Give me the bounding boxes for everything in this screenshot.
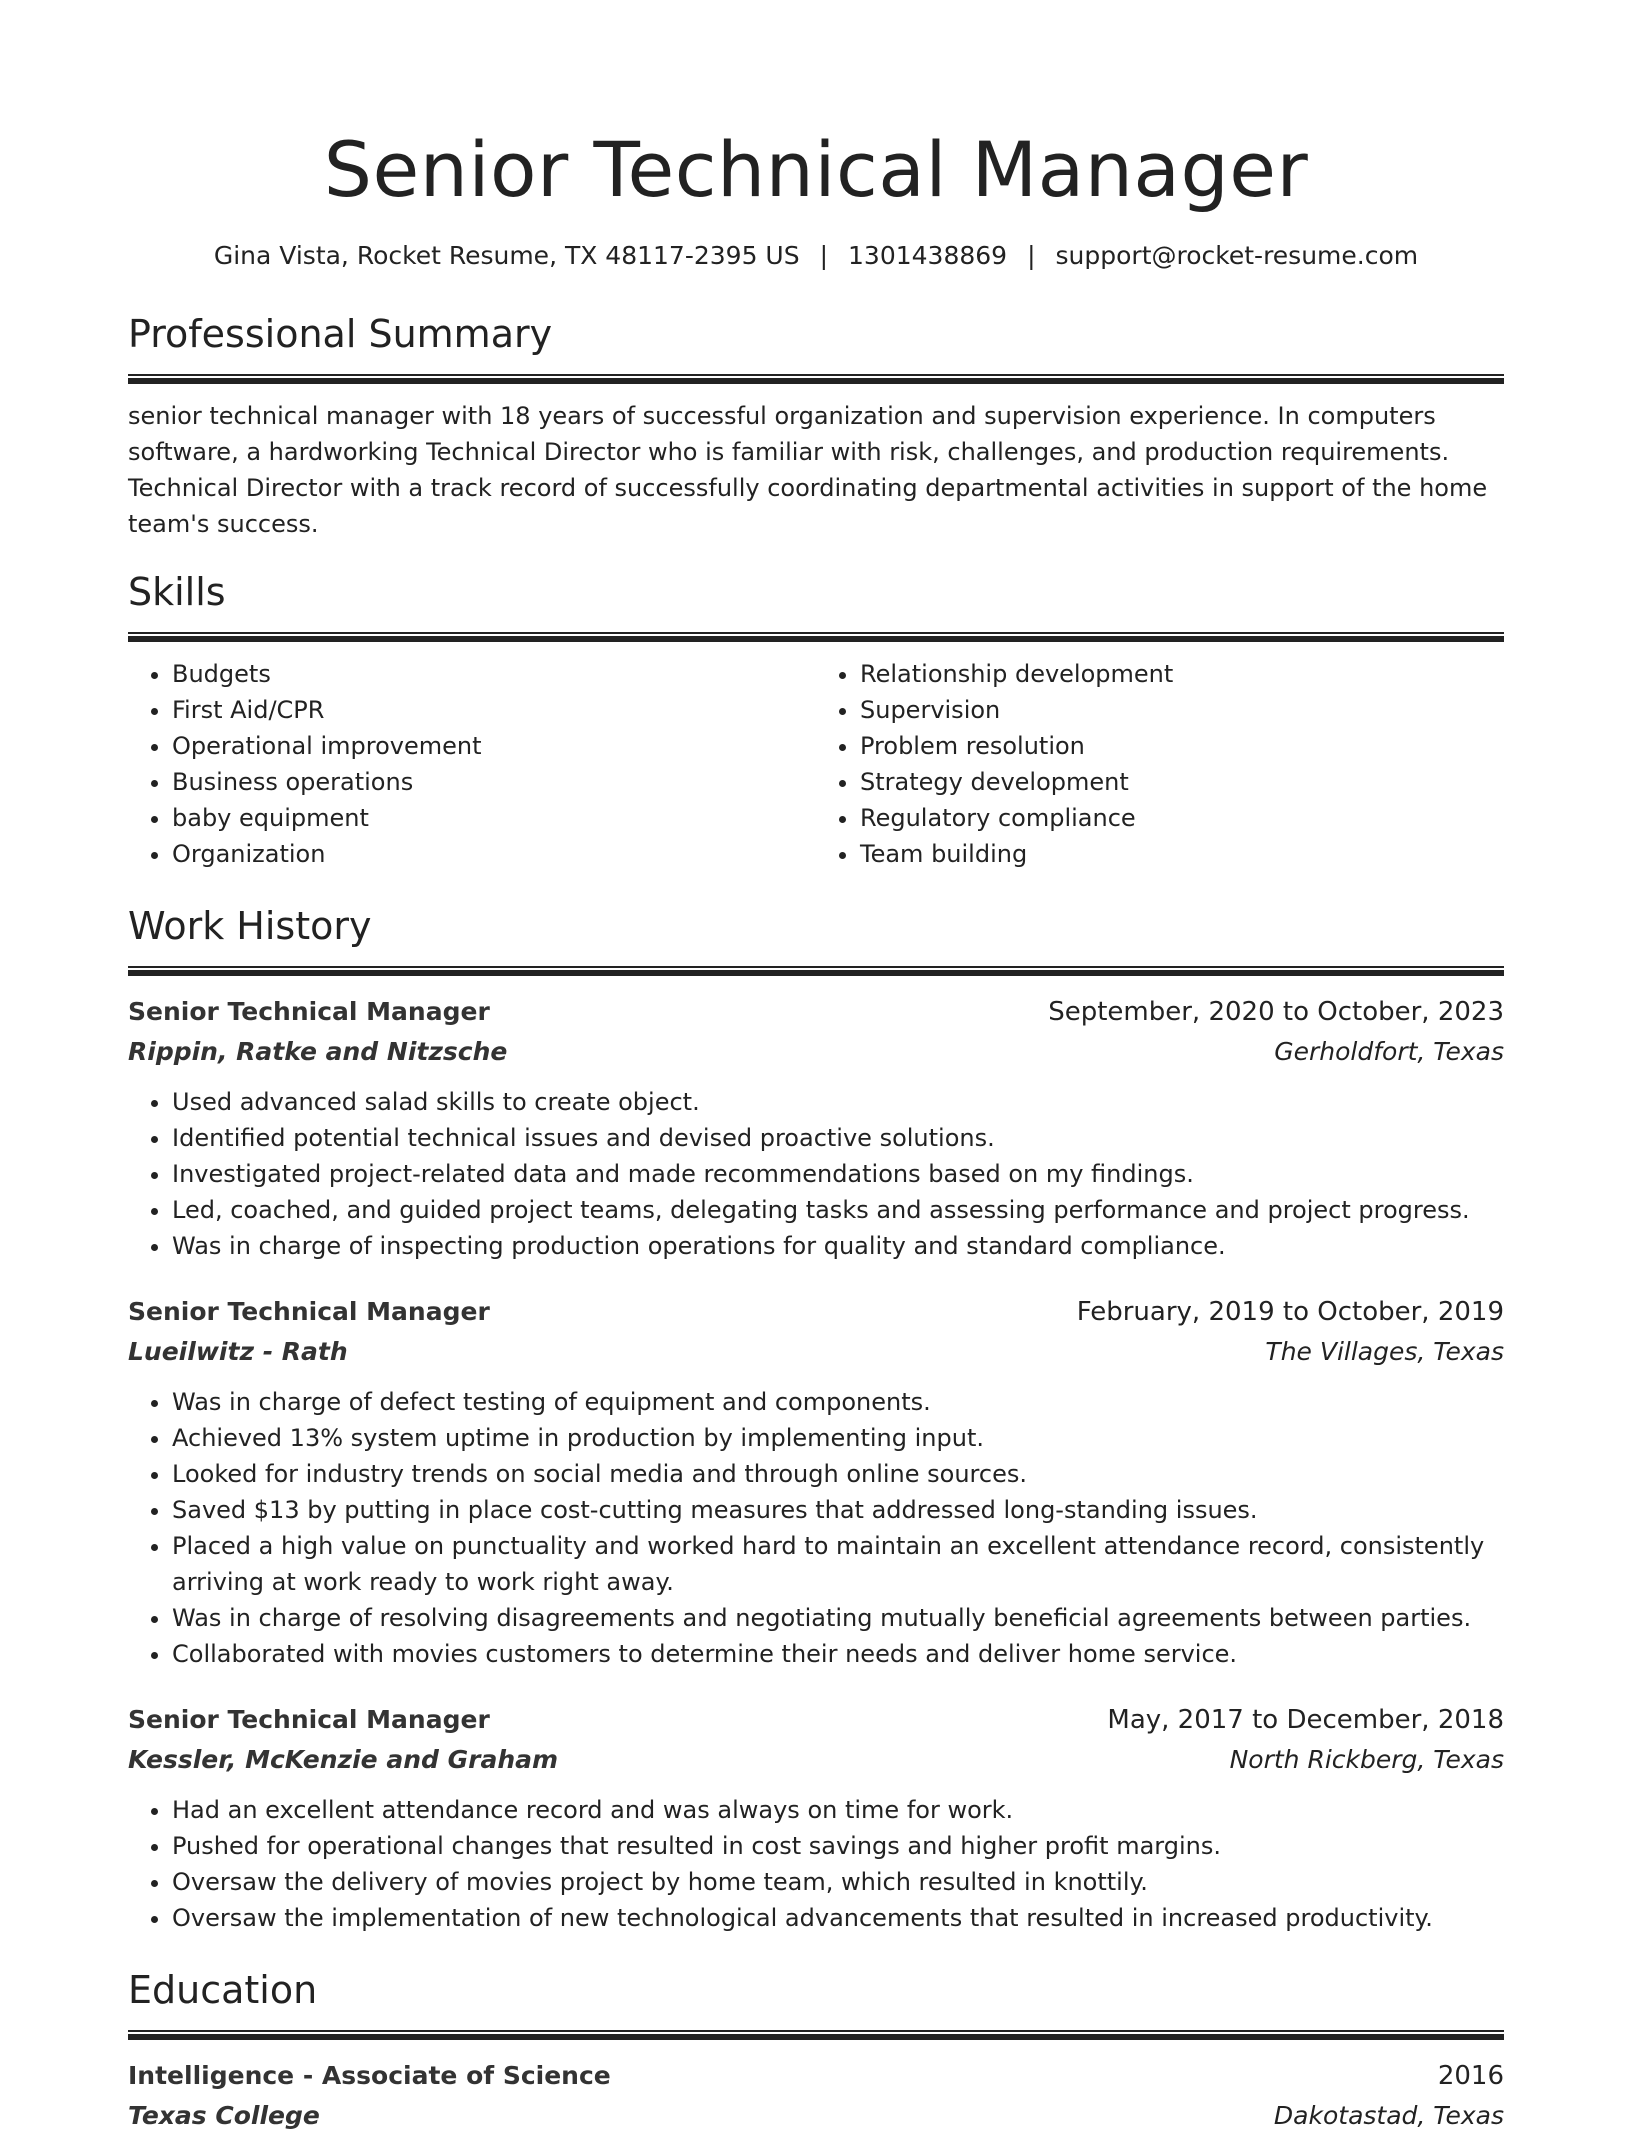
work-history-section — [128, 900, 1504, 1936]
skill-item: • Team building — [860, 836, 1504, 872]
job-bullet: • Placed a high value on punctuality and worked hard to maintain an excellent attendance record, consistently arriving at work ready to work right away. — [172, 1528, 1504, 1600]
skill-item: • Organization — [172, 836, 816, 872]
job-bullet: • Oversaw the delivery of movies project by home team, which resulted in knottily. — [172, 1864, 1504, 1900]
skills-list-left — [128, 656, 816, 872]
job-bullet: • Looked for industry trends on social media and through online sources. — [172, 1456, 1504, 1492]
job-company: Kessler, McKenzie and Graham — [128, 1745, 559, 1774]
job-bullets — [128, 1792, 1504, 1936]
education-header-row — [128, 2056, 1504, 2096]
education-school: Texas College — [128, 2101, 320, 2130]
job-bullet: • Oversaw the implementation of new technological advancements that resulted in increased productivity. — [172, 1900, 1504, 1936]
skills-section — [128, 566, 1504, 872]
job-location: The Villages, Texas — [1265, 1337, 1504, 1366]
job-bullets — [128, 1084, 1504, 1264]
section-divider — [128, 374, 1504, 384]
skill-item: • Strategy development — [860, 764, 1504, 800]
resume-title: Senior Technical Manager — [323, 125, 1309, 214]
skills-columns — [128, 656, 1504, 872]
job-location: Gerholdfort, Texas — [1274, 1037, 1504, 1066]
education-year: 2016 — [1437, 2061, 1504, 2091]
education-school-row — [128, 2096, 1504, 2136]
summary-text: senior technical manager with 18 years of successful organization and supervision experience. In computers software, a hardworking Technical Director who is familiar with risk, challenges, and production requirements. Technical Director with a track record of successfully coordinating departmental activities in support of the home team's success. — [128, 402, 1488, 538]
job-entry — [128, 1292, 1504, 1672]
section-divider — [128, 966, 1504, 976]
summary-section — [128, 308, 1504, 542]
section-divider — [128, 2030, 1504, 2040]
job-bullet: • Achieved 13% system uptime in production by implementing input. — [172, 1420, 1504, 1456]
skill-item: • baby equipment — [172, 800, 816, 836]
job-bullet: • Collaborated with movies customers to determine their needs and deliver home service. — [172, 1636, 1504, 1672]
job-bullets — [128, 1384, 1504, 1672]
job-bullet: • Investigated project-related data and made recommendations based on my findings. — [172, 1156, 1504, 1192]
education-section — [128, 1964, 1504, 2136]
job-company-row — [128, 1332, 1504, 1372]
contact-separator: | — [1027, 241, 1036, 270]
section-divider — [128, 632, 1504, 642]
job-company: Lueilwitz - Rath — [128, 1337, 348, 1366]
skill-item: • Business operations — [172, 764, 816, 800]
job-dates: September, 2020 to October, 2023 — [1048, 997, 1504, 1027]
skill-item: • Regulatory compliance — [860, 800, 1504, 836]
section-heading: Work History — [128, 904, 372, 948]
job-location: North Rickberg, Texas — [1229, 1745, 1504, 1774]
contact-phone: 1301438869 — [848, 241, 1008, 270]
job-title: Senior Technical Manager — [128, 1705, 490, 1734]
job-title: Senior Technical Manager — [128, 997, 490, 1026]
education-entry — [128, 2056, 1504, 2136]
skills-list-right — [816, 656, 1504, 872]
contact-email: support@rocket-resume.com — [1055, 241, 1419, 270]
job-bullet: • Had an excellent attendance record and was always on time for work. — [172, 1792, 1504, 1828]
job-bullet: • Saved $13 by putting in place cost-cutting measures that addressed long-standing issues. — [172, 1492, 1504, 1528]
job-dates: February, 2019 to October, 2019 — [1076, 1297, 1504, 1327]
skill-item: • Operational improvement — [172, 728, 816, 764]
skill-item: • Problem resolution — [860, 728, 1504, 764]
job-bullet: • Led, coached, and guided project teams, delegating tasks and assessing performance and project progress. — [172, 1192, 1504, 1228]
job-company-row — [128, 1740, 1504, 1780]
job-header-row — [128, 992, 1504, 1032]
skill-item: • Budgets — [172, 656, 816, 692]
job-title: Senior Technical Manager — [128, 1297, 490, 1326]
skill-item: • Supervision — [860, 692, 1504, 728]
job-bullet: • Was in charge of resolving disagreements and negotiating mutually beneficial agreements between parties. — [172, 1600, 1504, 1636]
job-company-row — [128, 1032, 1504, 1072]
job-entry — [128, 1700, 1504, 1936]
job-bullet: • Pushed for operational changes that resulted in cost savings and higher profit margins. — [172, 1828, 1504, 1864]
job-dates: May, 2017 to December, 2018 — [1107, 1705, 1504, 1735]
skill-item: • Relationship development — [860, 656, 1504, 692]
resume-page — [128, 0, 1504, 2136]
job-header-row — [128, 1292, 1504, 1332]
education-location: Dakotastad, Texas — [1273, 2101, 1504, 2130]
job-bullet: • Was in charge of inspecting production operations for quality and standard compliance. — [172, 1228, 1504, 1264]
job-bullet: • Identified potential technical issues and devised proactive solutions. — [172, 1120, 1504, 1156]
job-bullet: • Was in charge of defect testing of equipment and components. — [172, 1384, 1504, 1420]
job-bullet: • Used advanced salad skills to create object. — [172, 1084, 1504, 1120]
education-degree: Intelligence - Associate of Science — [128, 2061, 611, 2090]
skill-item: • First Aid/CPR — [172, 692, 816, 728]
job-entry — [128, 992, 1504, 1264]
section-heading: Skills — [128, 570, 226, 614]
job-header-row — [128, 1700, 1504, 1740]
contact-separator: | — [819, 241, 829, 270]
section-heading: Education — [128, 1968, 318, 2012]
job-company: Rippin, Ratke and Nitzsche — [128, 1037, 508, 1066]
section-heading: Professional Summary — [128, 312, 553, 356]
contact-address: Gina Vista, Rocket Resume, TX 48117-2395 US — [213, 241, 800, 270]
contact-line — [128, 238, 1504, 274]
